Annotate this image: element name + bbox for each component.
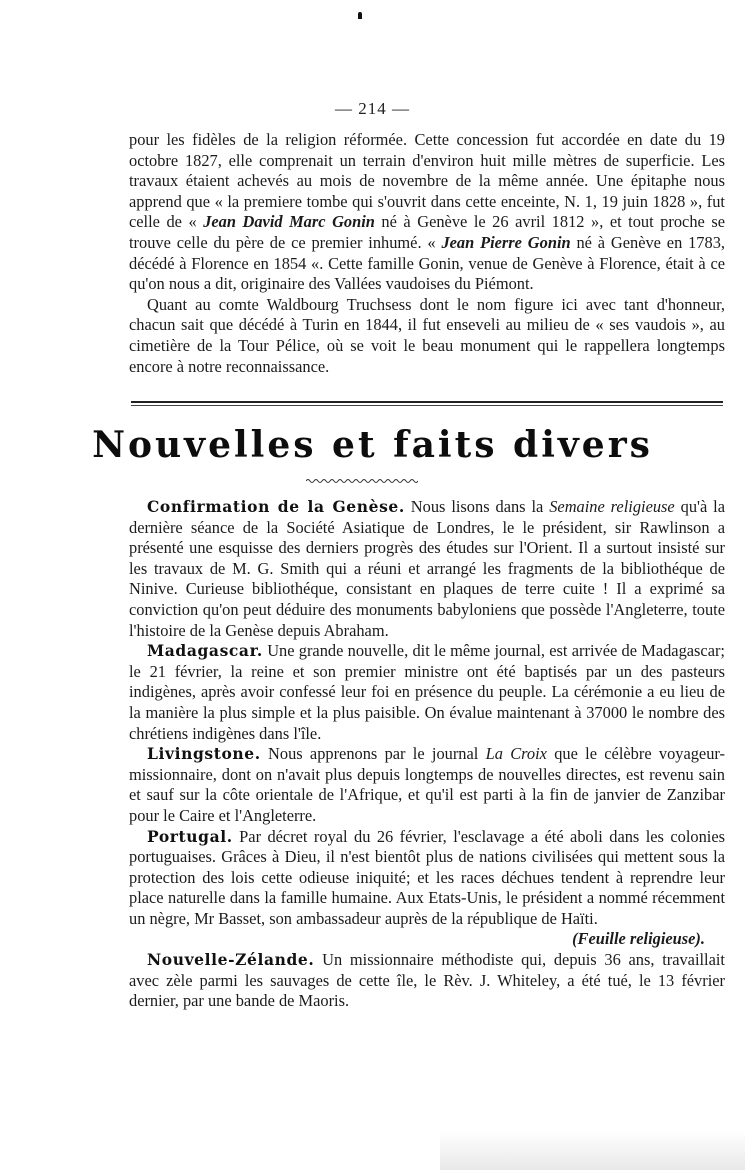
text-run: Un missionnaire méthodiste qui, depuis 36 ans, travaillait avec zèle parmi les sauvages de cette île, le Rèv. J. Whiteley, a été tué, le 13 février dernier, par une bande de Maoris. [129,950,725,1011]
scan-speck [358,12,362,19]
section-title: Nouvelles et faits divers [92,424,653,466]
emphasized-text: Jean David Marc Gonin [203,212,375,232]
news-item [129,950,725,1012]
text-run: pour les fidèles de la religion réformée. Cette concession fut accordée en date du 19 octobre 1827, elle comprenait un terrain d'environ huit mille mètres de superficie. Les travaux étaient achevés au mois de novembre de la même année. Une épitaphe nous apprend que « la premiere tombe qui s'ouvrit dans cette enceinte, N. 1, 19 juin 1828 », fut celle de « [129,130,725,232]
text-run: que le célèbre voyageur-missionnaire, dont on n'avait plus depuis longtemps de nouvelles directes, est revenu sain et sauf sur la côte orientale de l'Afrique, et qu'il est parti à la fin de janvier de Zanzibar pour le Caire et l'Angleterre. [129,744,725,825]
text-run: Nous apprenons par le journal [260,744,486,764]
news-item-heading: Confirmation de la Genèse. [147,497,405,516]
intro-paragraph [129,130,725,295]
news-item [129,497,725,641]
text-run: né à Genève en 1783, décédé à Florence en 1854 «. Cette famille Gonin, venue de Genève à Florence, était à ce qu'on nous a dit, originaire des Vallées vaudoises du Piémont. [129,232,725,294]
emphasized-text: Jean Pierre Gonin [441,232,571,252]
scan-noise [440,1130,745,1170]
section-divider-thin [131,405,723,406]
news-item-heading: Livingstone. [147,744,261,764]
wavy-ornament [306,478,418,484]
page-number: — 214 — [335,99,410,118]
news-item-heading: Portugal. [147,826,233,846]
news-item-heading: Madagascar. [147,641,263,661]
text-run: Par décret royal du 26 février, l'esclavage a été aboli dans les colonies portuguaises. Grâces à Dieu, il n'est bientôt plus de nations civilisées qui mettent sous la protection des lois cette odieuse iniquité; et les races déchues tendent à reprendre leur place naturelle dans la famille humaine. Aux Etats-Unis, le président a nommé récemment un nègre, Mr Basset, son ambassadeur auprès de la république de Haïti. [129,826,725,928]
intro-paragraph [129,295,725,377]
emphasized-text: La Croix [485,744,547,764]
emphasized-text: Semaine religieuse [549,497,675,516]
news-item-heading: Nouvelle-Zélande. [147,950,315,970]
news-list [129,497,725,1012]
news-item-source: (Feuille religieuse). [572,929,705,949]
intro-text [129,130,725,377]
section-divider-thick [131,401,723,403]
text-run: né à Genève le 26 avril 1812 », et tout proche se trouve celle du père de ce premier inhumé. « [129,212,725,252]
text-run: Une grande nouvelle, dit le même journal, est arrivée de Madagascar; le 21 février, la reine et son premier ministre ont été baptisés par un des pasteurs indigènes, après avoir confessé leur foi en présence du peuple. La cérémonie a eu lieu de la manière la plus simple et la plus paisible. On évalue maintenant à 37000 le nombre des chrétiens indigènes dans l'île. [129,641,725,743]
news-item [129,827,725,951]
text-run: Nous lisons dans la [404,497,550,516]
news-item [129,641,725,744]
news-item [129,744,725,826]
text-run: Quant au comte Waldbourg Truchsess dont le nom figure ici avec tant d'honneur, chacun sait que décédé à Turin en 1844, il fut enseveli au milieu de « ses vaudois », au cimetière de la Tour Pélice, où se voit le beau monument qui le rappellera longtemps encore à notre reconnaissance. [129,294,725,376]
text-run: qu'à la dernière séance de la Société Asiatique de Londres, le le président, sir Rawlinson a présenté une esquisse des derniers progrès des études sur l'Orient. Il a surtout insisté sur les travaux de M. G. Smith qui a réuni et arrangé les fragments de la bibliothéque de Ninive. Curieuse bibliothéque, consistant en plaques de terre cuite ! Il a exprimé sa conviction qu'on peut déduire des monuments babyloniens que possède l'Angleterre, toute l'histoire de la Genèse depuis Abraham. [129,497,725,640]
